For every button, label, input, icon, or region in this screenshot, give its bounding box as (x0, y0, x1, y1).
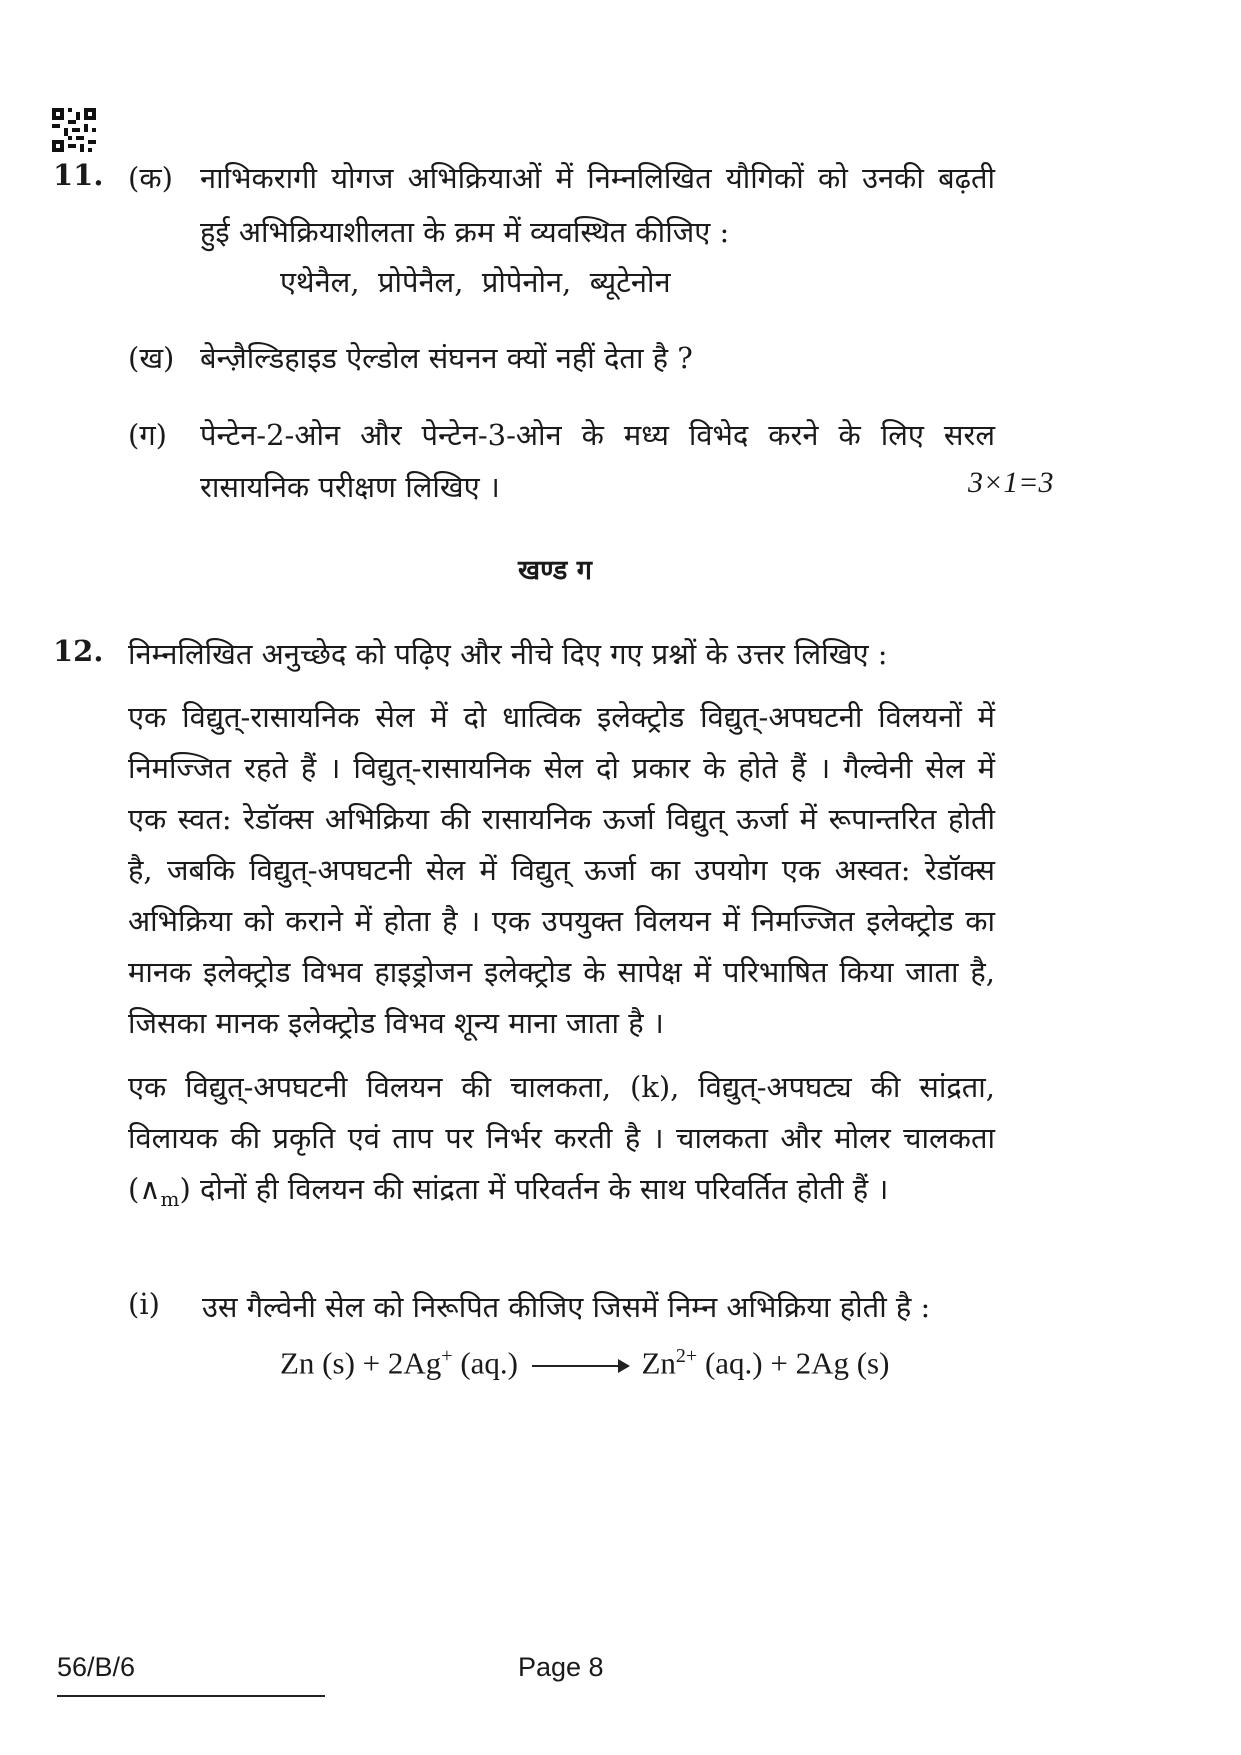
q11-marks: 3×1=3 (968, 466, 1054, 499)
molar-conductivity-symbol: (∧ (128, 1172, 161, 1206)
q12-para2-line-3-rest: ) दोनों ही विलयन की सांद्रता में परिवर्तन के साथ परिवर्तित होती हैं । (179, 1172, 889, 1206)
q12-para1-line-1: एक विद्युत्-रासायनिक सेल में दो धात्विक इलेक्ट्रोड विद्युत्-अपघटनी विलयनों में (128, 700, 995, 734)
section-title: खण्ड ग (518, 555, 592, 586)
question-number-11: 11. (53, 158, 104, 192)
footer-rule (57, 1695, 325, 1697)
q11-b-line-1: बेन्ज़ैल्डिहाइड ऐल्डोल संघनन क्यों नहीं देता है ? (200, 341, 693, 375)
q12-para1-line-5: अभिक्रिया को कराने में होता है । एक उपयुक्त विलयन में निमज्जित इलेक्ट्रोड का (128, 904, 995, 938)
reaction-equation (280, 1345, 889, 1381)
question-number-12: 12. (53, 634, 104, 668)
subpart-label-i: (i) (128, 1287, 160, 1321)
q11-c-line-1: पेन्टेन-2-ओन और पेन्टेन-3-ओन के मध्य विभेद करने के लिए सरल (200, 418, 995, 452)
equation-rhs-charge: 2+ (675, 1345, 698, 1367)
q11-a-line-2: हुई अभिक्रियाशीलता के क्रम में व्यवस्थित कीजिए : (200, 215, 730, 249)
molar-conductivity-subscript: m (160, 1186, 180, 1211)
equation-rhs: Zn (641, 1345, 676, 1381)
q12-intro: निम्नलिखित अनुच्छेद को पढ़िए और नीचे दिए गए प्रश्नों के उत्तर लिखिए : (128, 637, 888, 671)
equation-lhs-charge: + (441, 1345, 453, 1367)
paper-code: 56/B/6 (57, 1652, 136, 1682)
q12-para2-line-3 (128, 1169, 888, 1211)
reaction-arrow-icon (532, 1365, 628, 1367)
equation-rhs-state: (aq.) + 2Ag (s) (697, 1345, 890, 1381)
equation-lhs-state: (aq.) (452, 1345, 518, 1381)
equation-lhs: Zn (s) + 2Ag (280, 1345, 442, 1381)
q12-para1-line-3: एक स्वत: रेडॉक्स अभिक्रिया की रासायनिक ऊर्जा विद्युत् ऊर्जा में रूपान्तरित होती (128, 802, 995, 836)
q11-a-compounds: एथेनैल, प्रोपेनैल, प्रोपेनोन, ब्यूटेनोन (280, 265, 671, 299)
q12-para1-line-2: निमज्जित रहते हैं । विद्युत्-रासायनिक सेल दो प्रकार के होते हैं । गैल्वेनी सेल में (128, 751, 995, 785)
subpart-label-a: (क) (128, 161, 173, 195)
q12-para2-line-1: एक विद्युत्-अपघटनी विलयन की चालकता, (k), विद्युत्-अपघट्य की सांद्रता, (128, 1070, 995, 1104)
q12-i-text: उस गैल्वेनी सेल को निरूपित कीजिए जिसमें निम्न अभिक्रिया होती है : (202, 1290, 931, 1324)
subpart-label-b: (ख) (128, 341, 175, 375)
subpart-label-c: (ग) (128, 418, 167, 452)
q12-para1-line-4: है, जबकि विद्युत्-अपघटनी सेल में विद्युत् ऊर्जा का उपयोग एक अस्वत: रेडॉक्स (128, 853, 995, 887)
page-number: Page 8 (518, 1652, 604, 1682)
qr-code-icon (52, 108, 96, 152)
q11-c-line-2: रासायनिक परीक्षण लिखिए । (200, 470, 500, 504)
q12-para2-line-2: विलायक की प्रकृति एवं ताप पर निर्भर करती है । चालकता और मोलर चालकता (128, 1121, 995, 1155)
q11-a-line-1: नाभिकरागी योगज अभिक्रियाओं में निम्नलिखित यौगिकों को उनकी बढ़ती (200, 161, 995, 195)
q12-para1-line-6: मानक इलेक्ट्रोड विभव हाइड्रोजन इलेक्ट्रोड के सापेक्ष में परिभाषित किया जाता है, (128, 955, 995, 989)
q12-para1-line-7: जिसका मानक इलेक्ट्रोड विभव शून्य माना जाता है । (128, 1006, 664, 1040)
